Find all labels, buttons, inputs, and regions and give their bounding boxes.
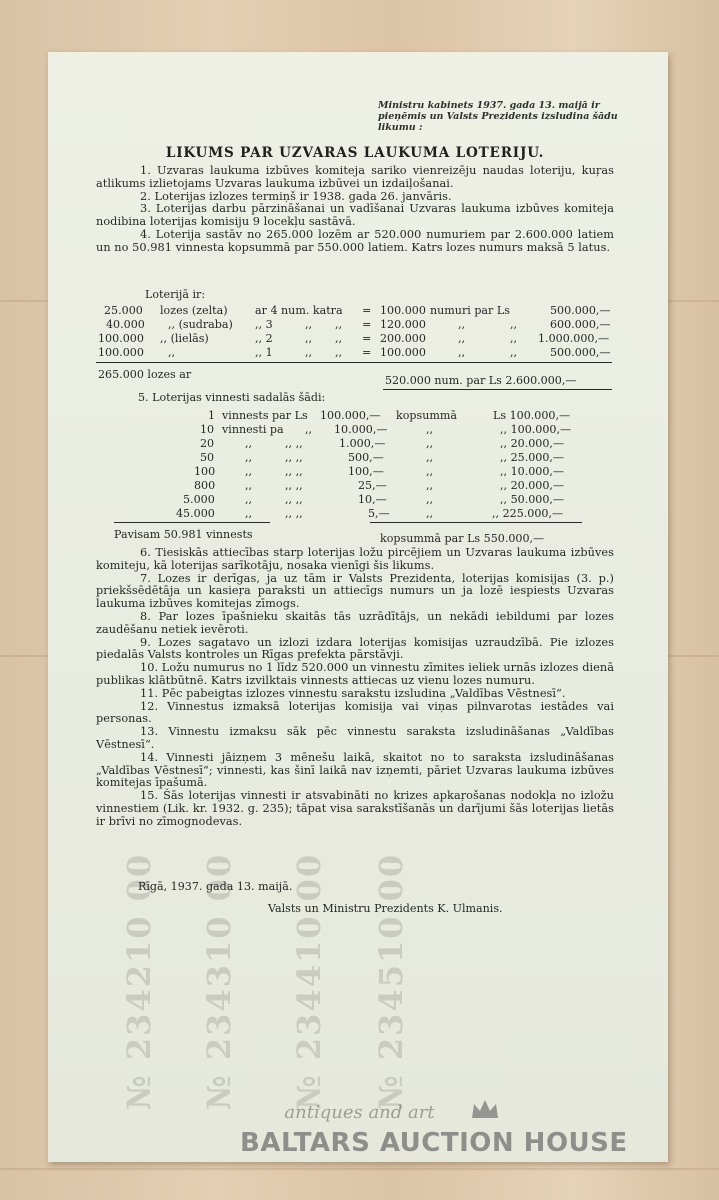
label-cell: ,, <box>426 479 434 492</box>
paragraph-15: 15. Šās loterijas vinnesti ir atsvabināti no krizes apkaŗošanas nodokļa no izložu vinnestiem (Lik. kr. 1932. g. 235); tāpat visa sarakstīšanās un darījumi šās loterijas lietās ir brīvi no zīmognodevas. <box>96 789 614 828</box>
count-cell: 1 <box>208 409 216 422</box>
value-cell: 25,— <box>358 479 387 492</box>
label-cell: ,, <box>426 437 434 450</box>
value-cell: 100,— <box>348 465 384 478</box>
paragraph-2: 2. Loterijas izlozes termiņš ir 1938. gada 26. janvāris. <box>140 189 452 203</box>
count-cell: 20 <box>200 437 215 450</box>
ditto-cell: ,, <box>305 346 313 359</box>
count-cell: 45.000 <box>176 507 215 520</box>
paragraph-4: 4. Loterija sastāv no 265.000 lozēm ar 520.000 numuriem par 2.600.000 latiem un no 50.981 vinnesta kopsummā par 550.000 latiem. Katrs lozes numurs maksā 5 latus. <box>96 227 614 254</box>
paragraph-8: 8. Par lozes īpašnieku skaitās tās uzrādītājs, un nekādi iebildumi par lozes zaudēšanu netiek ievēroti. <box>96 609 614 636</box>
value-cell: 10.000,— <box>334 423 388 436</box>
ditto-cell: ,, <box>458 346 466 359</box>
crown-icon <box>470 1098 500 1120</box>
name-cell: ,, <box>168 346 176 359</box>
label-cell: ,, <box>426 465 434 478</box>
ghost-number-3: № 234410 00 <box>290 852 328 1110</box>
total-cell: 200.000 <box>380 332 426 345</box>
watermark-tagline: antiques and art <box>284 1102 435 1123</box>
paragraph-11: 11. Pēc pabeigtas izlozes vinnestu sarakstu izsludina „Valdības Vēstnesī“. <box>140 686 566 700</box>
count-cell: 50 <box>200 451 215 464</box>
ditto-cell: ,, <box>305 318 313 331</box>
word-cell: ,, <box>245 479 253 492</box>
ditto-cell: ,, <box>510 346 518 359</box>
eq-cell: = <box>362 332 372 345</box>
count-cell: 10 <box>200 423 215 436</box>
eq-cell: = <box>362 346 372 359</box>
lottery-heading: Loterijā ir: <box>145 288 206 301</box>
count-cell: 100 <box>194 465 216 478</box>
paragraph-9: 9. Lozes sagatavo un izlozi izdara loterijas komisijas uzraudzībā. Pie izlozes piedalās Valsts kontroles un Rīgas prefekta pārstāvji. <box>96 635 614 662</box>
sum-cell: 500.000,— <box>550 346 611 359</box>
page-title: LIKUMS PAR UZVARAS LAUKUMA LOTERIJU. <box>165 145 545 161</box>
eq-cell: = <box>362 318 372 331</box>
word-cell: ,, <box>245 507 253 520</box>
table-rule <box>370 522 582 523</box>
num-cell: ,, 2 <box>255 332 273 345</box>
word-cell: ,, <box>245 493 253 506</box>
paragraph-3: 3. Loterijas darbu pārzināšanai un vadīšanai Uzvaras laukuma izbūves komiteja nodibina loterijas komisiju 9 locekļu sastāvā. <box>96 202 614 229</box>
ghost-number-2: № 234310 00 <box>200 852 238 1110</box>
num-cell: ,, 3 <box>255 318 273 331</box>
ditto-cell: ,, <box>458 332 466 345</box>
count-cell: 5.000 <box>183 493 215 506</box>
paragraph-10: 10. Ložu numurus no 1 līdz 520.000 un vinnestu zīmites ieliek urnās izlozes dienā publikas klātbūtnē. Katrs izvilktais vinnests attiecas uz vienu lozes numuru. <box>96 661 614 687</box>
total-cell: Ls 100.000,— <box>493 409 571 422</box>
total-cell: ,, 100.000,— <box>500 423 572 436</box>
sum-cell: 600.000,— <box>550 318 611 331</box>
unit-cell: numuri par Ls <box>430 304 510 317</box>
total-cell: 100.000 <box>380 346 426 359</box>
intro-section <box>96 165 614 255</box>
ghost-number-1: № 234210 00 <box>120 852 158 1110</box>
ditto-cell: ,, ,, <box>285 493 303 506</box>
qty-cell: 100.000 <box>98 346 144 359</box>
place-date: Rīgā, 1937. gada 13. maijā. <box>138 880 293 893</box>
ditto-cell: ,, <box>510 332 518 345</box>
label-cell: ,, <box>426 507 434 520</box>
num-cell: ,, 1 <box>255 346 273 359</box>
name-cell: lozes (zelta) <box>160 304 228 317</box>
name-cell: ,, (sudraba) <box>168 318 233 331</box>
ditto-cell: ,, ,, <box>285 479 303 492</box>
total-cell: ,, 50.000,— <box>500 493 565 506</box>
value-cell: 10,— <box>358 493 387 506</box>
qty-cell: 25.000 <box>104 304 143 317</box>
decree-note: Ministru kabinets 1937. gada 13. maijā ir pieņēmis un Valsts Prezidents izsludina šādu likumu : <box>378 100 618 133</box>
paragraph-6: 6. Tiesiskās attiecības starp loterijas ložu pircējiem un Uzvaras laukuma izbūves komiteju, kā loterijas sarīkotāju, nosaka vienīgi šis likums. <box>96 546 614 572</box>
word-cell: ,, <box>245 437 253 450</box>
table-rule <box>114 522 270 523</box>
paragraph-12: 12. Vinnestus izmaksā loterijas komisija vai viņas pilnvarotas iestādes vai personas. <box>96 699 614 726</box>
total-cell: ,, 20.000,— <box>500 479 565 492</box>
watermark-logo: BALTARS AUCTION HOUSE <box>240 1128 628 1158</box>
sum-cell: 500.000,— <box>550 304 611 317</box>
word-cell: ,, <box>245 465 253 478</box>
paragraph-7: 7. Lozes ir derīgas, ja uz tām ir Valsts Prezidenta, loterijas komisijas (3. p.) priekšsēdētāja un kasieŗa paraksti un attiecīgs numurs un ja lozē iespiests Uzvaras laukuma izbūves komitejas zīmogs. <box>96 571 614 611</box>
qty-cell: 40.000 <box>106 318 145 331</box>
total-cell: ,, 225.000,— <box>492 507 564 520</box>
word-cell: vinnesti pa <box>222 423 284 436</box>
prizes-total-left: Pavisam 50.981 vinnests <box>114 528 253 541</box>
ditto-cell: ,, <box>335 332 343 345</box>
ditto-cell: ,, <box>305 423 313 436</box>
name-cell: ,, (lielās) <box>160 332 209 345</box>
value-cell: 100.000,— <box>320 409 381 422</box>
label-cell: kopsummā <box>396 409 457 422</box>
total-cell: 100.000 <box>380 304 426 317</box>
label-cell: ,, <box>426 451 434 464</box>
eq-cell: = <box>362 304 372 317</box>
ditto-cell: ,, ,, <box>285 451 303 464</box>
qty-cell: 100.000 <box>98 332 144 345</box>
value-cell: 500,— <box>348 451 384 464</box>
word-cell: ,, <box>245 451 253 464</box>
lottery-total-right: 520.000 num. par Ls 2.600.000,— <box>385 374 577 387</box>
ghost-number-4: № 234510 00 <box>372 852 410 1110</box>
value-cell: 1.000,— <box>339 437 386 450</box>
ditto-cell: ,, <box>305 332 313 345</box>
word-cell: vinnests par Ls <box>222 409 308 422</box>
ditto-cell: ,, <box>335 346 343 359</box>
signature: Valsts un Ministru Prezidents K. Ulmanis. <box>268 902 503 915</box>
prizes-total-right: kopsummā par Ls 550.000,— <box>380 532 545 545</box>
paragraph-14: 14. Vinnesti jāizņem 3 mēnešu laikā, skaitot no to saraksta izsludināšanas „Valdības Vēstnesī“; vinnesti, kas šinī laikā nav izņemti, pāriet Uzvaras laukuma izbūves komitejas īpašumā. <box>96 750 614 790</box>
ditto-cell: ,, ,, <box>285 465 303 478</box>
lottery-total-left: 265.000 lozes ar <box>98 368 192 381</box>
ditto-cell: ,, ,, <box>285 507 303 520</box>
label-cell: ,, <box>426 493 434 506</box>
label-cell: ,, <box>426 423 434 436</box>
total-cell: ,, 20.000,— <box>500 437 565 450</box>
total-cell: ,, 10.000,— <box>500 465 565 478</box>
table-rule <box>96 362 612 363</box>
total-cell: 120.000 <box>380 318 426 331</box>
table-rule <box>383 389 612 390</box>
sum-cell: 1.000.000,— <box>538 332 610 345</box>
num-cell: ar 4 num. katra <box>255 304 343 317</box>
body-section <box>96 547 614 829</box>
paragraph-1: 1. Uzvaras laukuma izbūves komiteja sariko vienreizēju naudas loteriju, kuŗas atlikums izlietojams Uzvaras laukuma izbūvei un izdaiļošanai. <box>96 164 614 190</box>
ditto-cell: ,, ,, <box>285 437 303 450</box>
ditto-cell: ,, <box>510 318 518 331</box>
ditto-cell: ,, <box>458 318 466 331</box>
value-cell: 5,— <box>368 507 390 520</box>
total-cell: ,, 25.000,— <box>500 451 565 464</box>
prizes-heading: 5. Loterijas vinnesti sadalās šādi: <box>138 391 326 404</box>
count-cell: 800 <box>194 479 216 492</box>
paragraph-13: 13. Vinnestu izmaksu sāk pēc vinnestu saraksta izsludināšanas „Valdības Vēstnesī“. <box>96 725 614 751</box>
ditto-cell: ,, <box>335 318 343 331</box>
